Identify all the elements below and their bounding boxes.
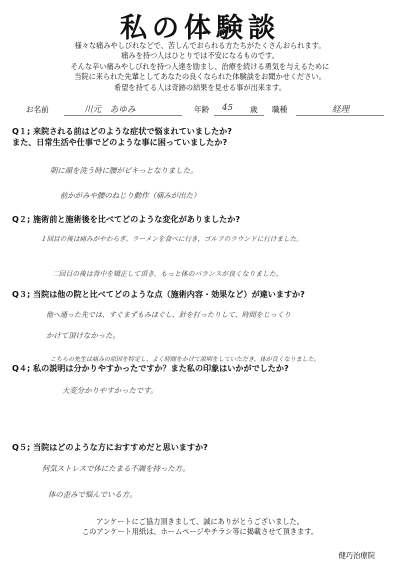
respondent-info: [26, 104, 381, 118]
question-line: また、日常生活や仕事でどのような事に困っていましたか?: [12, 137, 228, 147]
question-line: Q１; 来院される前はどのような症状で悩まれていましたか?: [12, 126, 232, 136]
intro-line: 希望を持てる人は奇跡の結果を見せる事が出来ます。: [114, 82, 286, 92]
question-2: [12, 214, 240, 225]
answer-3-line-1: 他へ通った先では、すぐまずもみほぐし、針を打ったりして、時間をじっくり: [46, 311, 291, 319]
answer-5-line-1: 何気ストレスで体にたまる不調を持った方。: [42, 464, 190, 473]
question-3: [12, 289, 305, 300]
answer-1-line-1: 朝に顔を洗う時に腰がピキっとなりました。: [50, 166, 198, 175]
answer-2-line-1: １回目の後は痛みがやわらぎ、ラーメンを食べに行き、ゴルフのラウンドに行けました。: [40, 235, 303, 243]
answer-5-line-2: 体の歪みで悩んでいる方。: [48, 490, 137, 499]
clinic-name: 健巧治療院: [338, 551, 375, 560]
question-line: Q５; 当院はどのような方におすすめだと思いますか?: [12, 442, 208, 452]
question-line: Q４; 私の説明は分かりやすかったですか？また私の印象はいかがでしたか?: [12, 363, 289, 373]
job-underline: [296, 115, 384, 116]
footer-line: アンケートにご協力頂きまして、誠にありがとうございました。: [96, 517, 304, 526]
question-5: [12, 442, 208, 453]
age-underline: [214, 115, 264, 116]
age-unit: 歳: [250, 105, 258, 114]
name-value: 川元 あゆみ: [84, 105, 136, 115]
age-value: 45: [222, 103, 233, 113]
footer-line: このアンケート用紙は、ホームページやチラシ等に掲載させて頂きます。: [81, 527, 319, 536]
intro-text: [0, 41, 400, 93]
intro-line: そんな辛い痛みやしびれを持つ人達を励まし、治療を続ける勇気を与えるために: [70, 61, 330, 71]
answer-3-line-3: こちらの先生は痛みの原因を特定し、よく時間をかけて説明をしていただき、体が良くなりました。: [50, 356, 320, 363]
page-title: 私の体験談: [120, 13, 280, 44]
name-label: お名前: [26, 105, 49, 114]
intro-line: 当院に来られた先輩としてあなたの良くなられた体験談をお聞かせください。: [74, 72, 326, 82]
footer-thanks: [0, 517, 400, 537]
intro-line: 痛みを持つ人はひとりでは不安になるものです。: [121, 51, 279, 61]
job-value: 経理: [332, 105, 350, 115]
question-1: [12, 126, 232, 148]
age-label: 年齢: [194, 105, 210, 114]
answer-1-line-2: 前かがみや腰のねじり動作（痛みが出た）: [60, 191, 201, 200]
answer-4-line-1: 大変分かりやすかったです。: [62, 386, 158, 395]
answer-2-line-2: 二回目の後は背中を矯正して頂き、もっと体のバランスが良くなりました。: [52, 270, 283, 278]
question-line: Q２; 施術前と施術後を比べてどのような変化がありましたか?: [12, 214, 241, 224]
question-4: [12, 363, 289, 374]
answer-3-line-2: かけて頂けなかった。: [46, 331, 120, 340]
name-underline: [64, 115, 182, 116]
job-label: 職種: [272, 105, 288, 114]
intro-line: 様々な痛みやしびれなどで、苦しんでおられる方たちがたくさんおられます。: [74, 41, 326, 50]
question-line: Q３; 当院は他の院と比べてどのような点（施術内容・効果など）が違いますか?: [12, 289, 305, 299]
